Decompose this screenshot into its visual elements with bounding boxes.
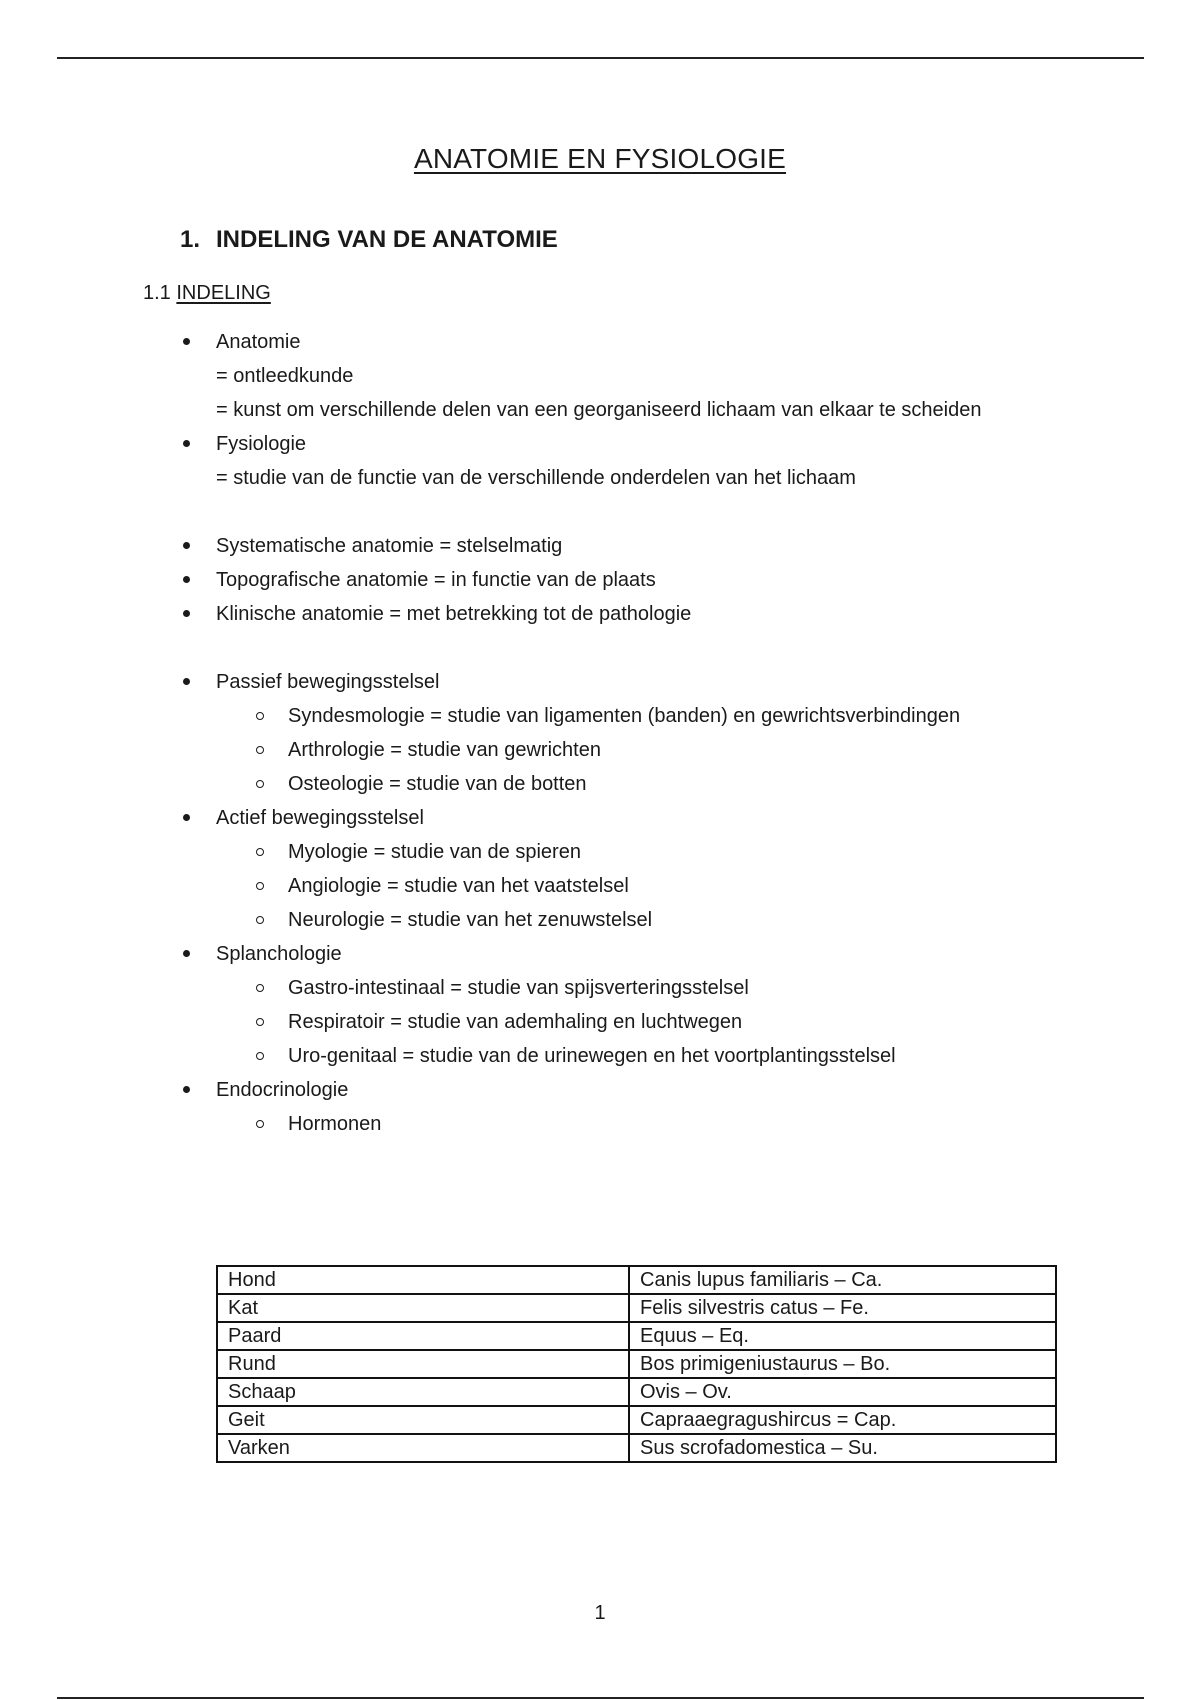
sub-list-item: Arthrologie = studie van gewrichten (180, 733, 1060, 767)
table-row (217, 1294, 1056, 1322)
table-row (217, 1350, 1056, 1378)
definition-line: = kunst om verschillende delen van een georganiseerd lichaam van elkaar te scheiden (216, 399, 982, 421)
term: Fysiologie (216, 433, 307, 455)
table-row (217, 1378, 1056, 1406)
list-item: Topografische anatomie = in functie van de plaats (180, 563, 1060, 597)
table-cell: Bos primigeniustaurus – Bo. (629, 1350, 1056, 1378)
section-number: 1.1 (143, 282, 171, 304)
sub-list (180, 971, 1060, 1073)
list-item: Systematische anatomie = stelselmatig (180, 529, 1060, 563)
document-title: ANATOMIE EN FYSIOLOGIE (413, 143, 787, 174)
table-row (217, 1322, 1056, 1350)
section-title: INDELING (176, 282, 271, 304)
table-cell: Kat (217, 1294, 629, 1322)
table-cell: Geit (217, 1406, 629, 1434)
list-item (180, 801, 1060, 835)
sub-list-item: Gastro-intestinaal = studie van spijsverteringsstelsel (180, 971, 1060, 1005)
list-item: Klinische anatomie = met betrekking tot de pathologie (180, 597, 1060, 631)
list-item (180, 325, 1060, 427)
list-item (180, 937, 1060, 971)
table-cell: Sus scrofadomestica – Su. (629, 1434, 1056, 1462)
chapter-title: INDELING VAN DE ANATOMIE (216, 226, 558, 253)
document-body (180, 325, 1060, 1141)
page-number: 1 (594, 1602, 606, 1624)
header-rule (57, 57, 1144, 59)
chapter-number: 1. (180, 226, 201, 253)
definition-list (180, 325, 1060, 495)
table-cell: Canis lupus familiaris – Ca. (629, 1266, 1056, 1294)
species-table (216, 1265, 1057, 1463)
table-cell: Paard (217, 1322, 629, 1350)
definition-line: = studie van de functie van de verschillende onderdelen van het lichaam (216, 467, 856, 489)
section-heading (143, 282, 271, 305)
table-cell: Capraaegragushircus = Cap. (629, 1406, 1056, 1434)
list-item (180, 1073, 1060, 1107)
table-cell: Schaap (217, 1378, 629, 1406)
table-cell: Equus – Eq. (629, 1322, 1056, 1350)
term: Passief bewegingsstelsel (216, 671, 440, 693)
sub-list-item: Respiratoir = studie van ademhaling en luchtwegen (180, 1005, 1060, 1039)
chapter-heading (180, 226, 558, 254)
table-cell: Ovis – Ov. (629, 1378, 1056, 1406)
table-cell: Felis silvestris catus – Fe. (629, 1294, 1056, 1322)
term: Actief bewegingsstelsel (216, 807, 424, 829)
sub-list (180, 835, 1060, 937)
table-cell: Varken (217, 1434, 629, 1462)
term: Anatomie (216, 331, 301, 353)
sub-list-item: Neurologie = studie van het zenuwstelsel (180, 903, 1060, 937)
sub-list-item: Uro-genitaal = studie van de urinewegen en het voortplantingsstelsel (180, 1039, 1060, 1073)
list-item (180, 665, 1060, 699)
sub-list (180, 1107, 1060, 1141)
systems-list (180, 665, 1060, 1141)
list-item (180, 427, 1060, 495)
sub-list-item: Syndesmologie = studie van ligamenten (banden) en gewrichtsverbindingen (180, 699, 1060, 733)
table-cell: Rund (217, 1350, 629, 1378)
definition-line: = ontleedkunde (216, 365, 354, 387)
sub-list (180, 699, 1060, 801)
table-row (217, 1434, 1056, 1462)
term: Splanchologie (216, 943, 342, 965)
footer-rule (57, 1697, 1144, 1699)
table-row (217, 1266, 1056, 1294)
sub-list-item: Myologie = studie van de spieren (180, 835, 1060, 869)
sub-list-item: Angiologie = studie van het vaatstelsel (180, 869, 1060, 903)
term: Endocrinologie (216, 1079, 349, 1101)
sub-list-item: Hormonen (180, 1107, 1060, 1141)
table-row (217, 1406, 1056, 1434)
anatomy-types-list (180, 529, 1060, 631)
table-cell: Hond (217, 1266, 629, 1294)
sub-list-item: Osteologie = studie van de botten (180, 767, 1060, 801)
